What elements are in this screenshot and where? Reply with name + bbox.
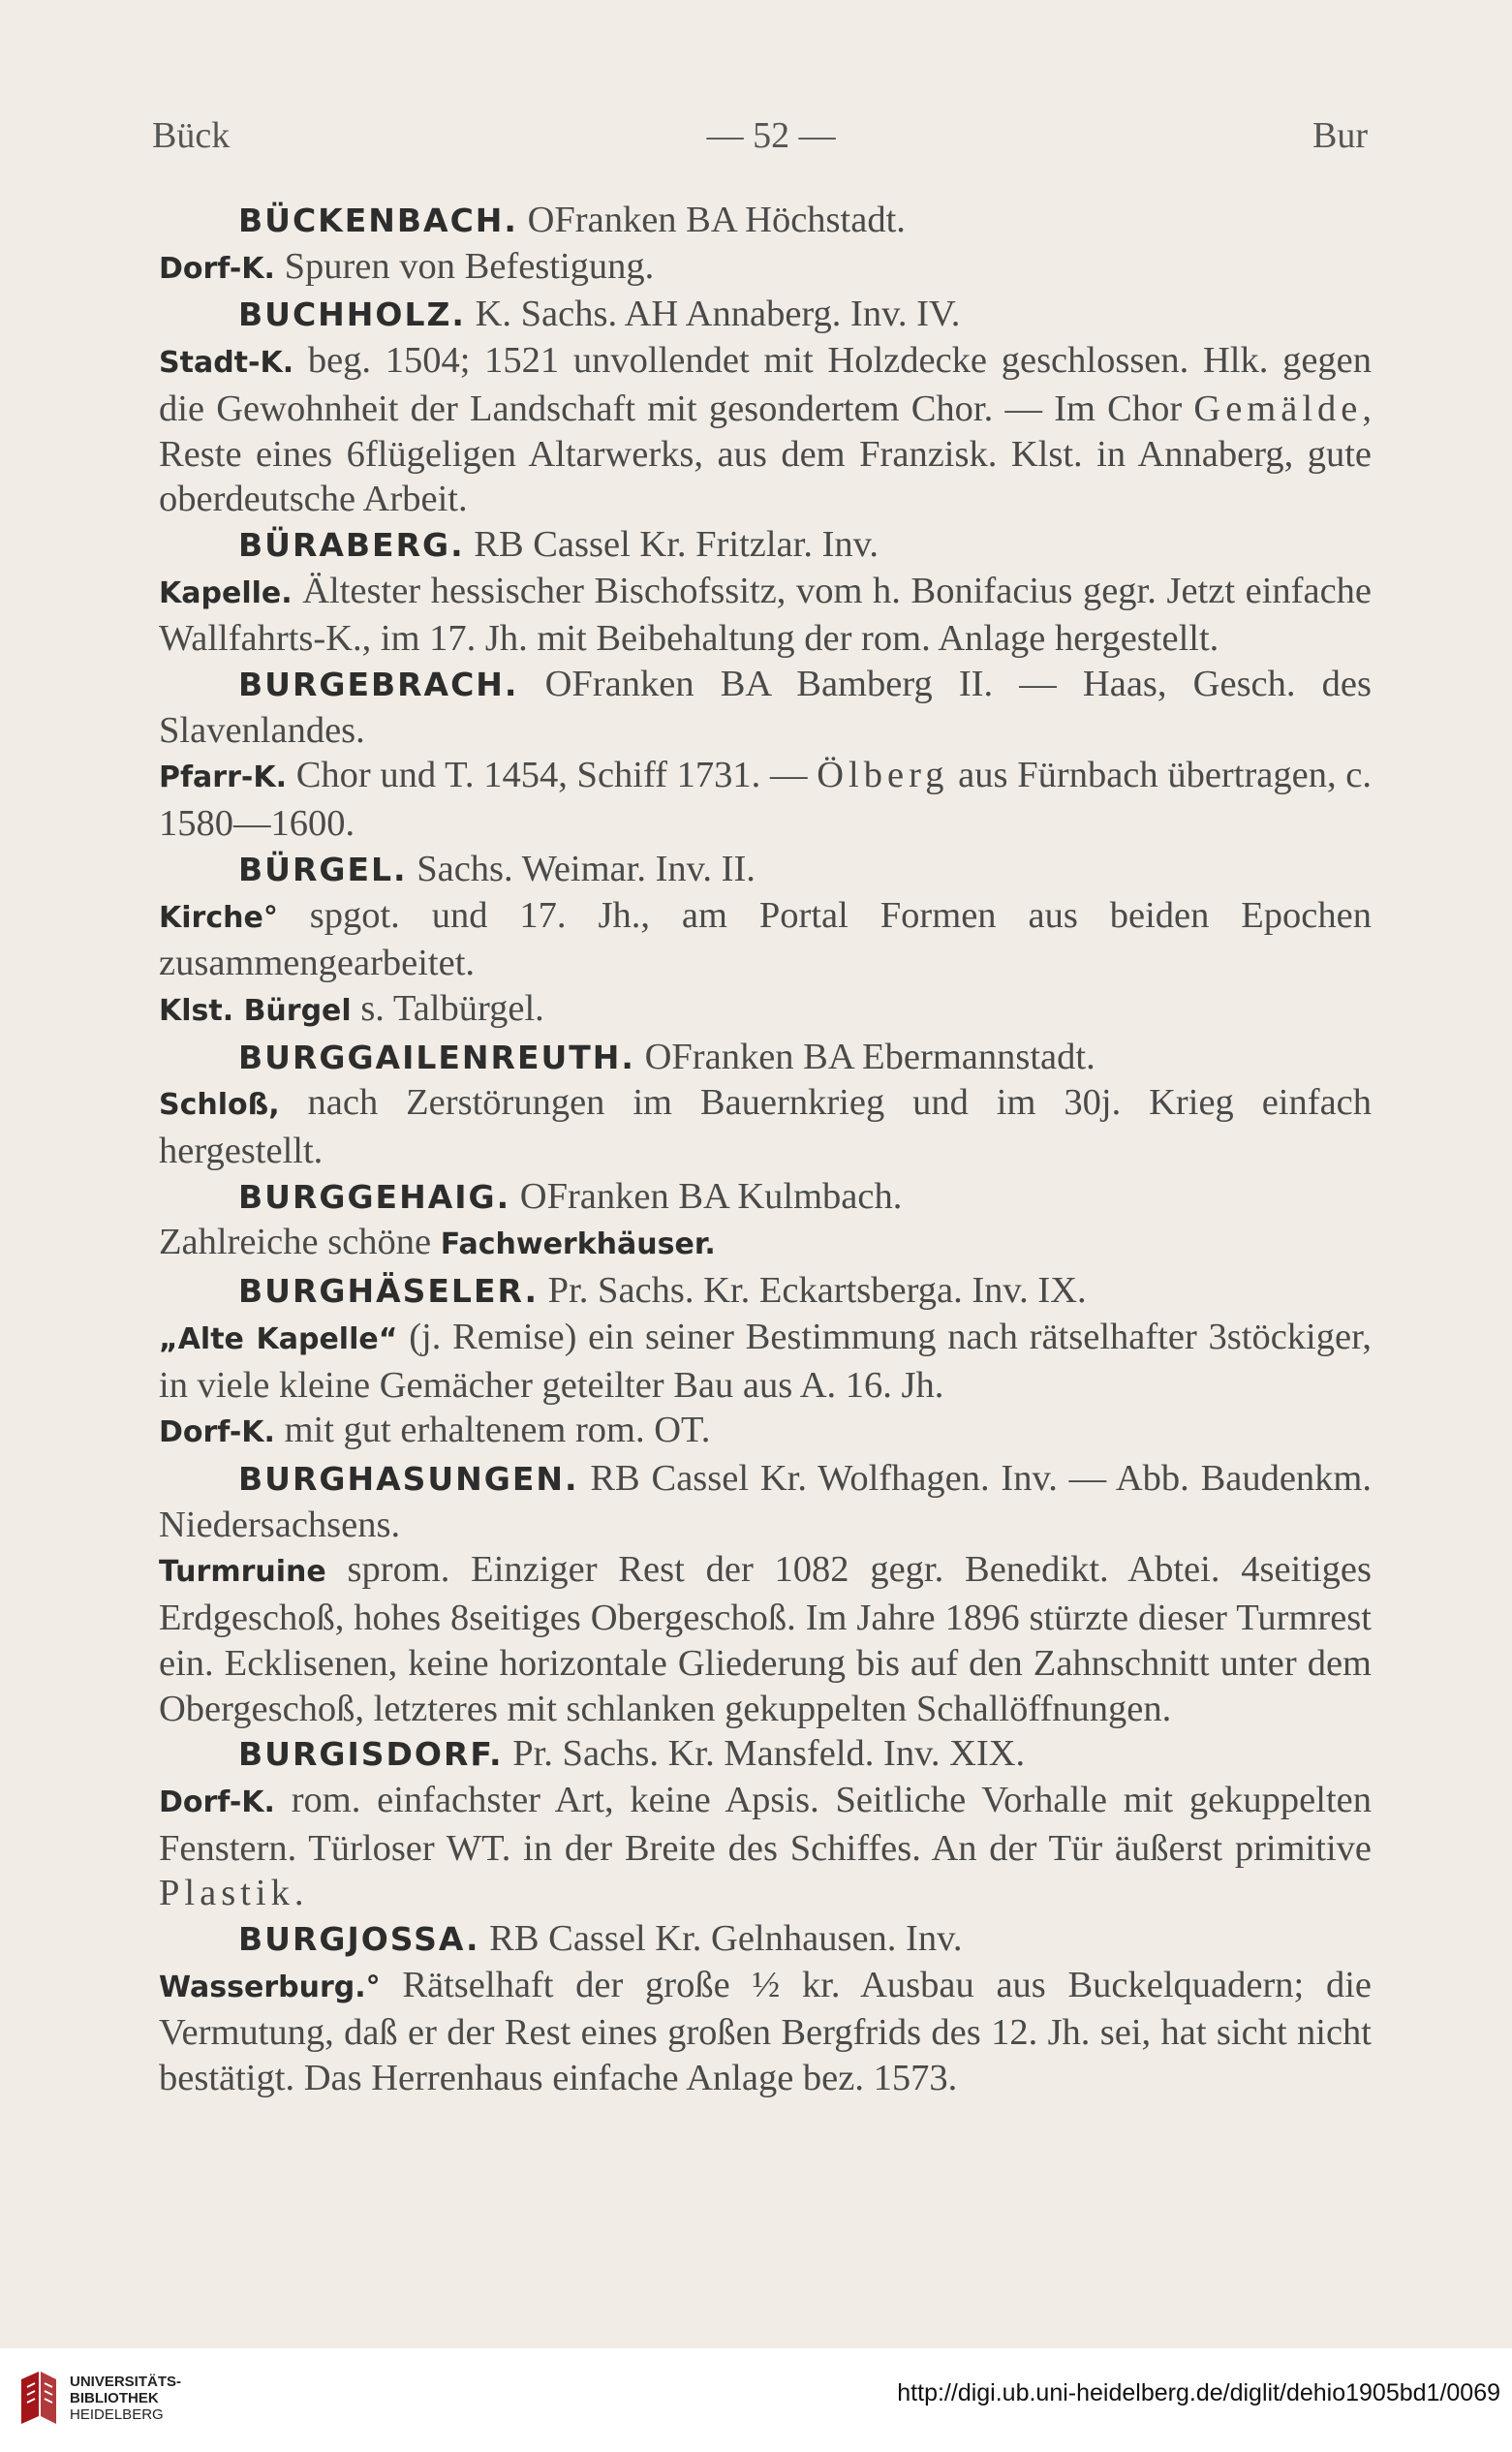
entry-text: Chor und T. 1454, Schiff 1731. — [286, 755, 818, 796]
running-header [152, 114, 1368, 157]
library-name [70, 2374, 181, 2423]
building-entry [159, 1547, 1372, 1731]
building-label: Schloß, [159, 1088, 280, 1123]
building-entry [159, 1408, 1372, 1456]
entry-text: Spuren von Befestigung. [274, 245, 655, 287]
building-label: Klst. Bürgel [159, 993, 352, 1028]
entry-text: RB Cassel Kr. Wolfhagen. Inv. — Abb. Baudenkm. Niedersachsens. [159, 1457, 1372, 1545]
building-label: Kirche° [159, 900, 278, 935]
building-entry [159, 753, 1372, 846]
library-name-line3: HEIDELBERG [70, 2406, 164, 2423]
entry-text: mit gut erhaltenem rom. OT. [274, 1410, 711, 1451]
entry-text: Zahlreiche schöne [159, 1222, 441, 1263]
entry-text: Ältester hessischer Bischofssitz, vom h. Bonifacius gegr. Jetzt einfache Wallfahrts-K., im 17. Jh. mit Beibehaltung der rom. Anlage hergestellt. [159, 570, 1372, 660]
entry-text: OFranken BA Ebermannstadt. [634, 1036, 1095, 1077]
place-name: BURGGEHAIG. [238, 1177, 511, 1216]
building-label: Pfarr-K. [159, 760, 287, 795]
entry-text-continued: . [293, 1873, 304, 1914]
place-entry [159, 522, 1372, 569]
footer-bar [0, 2348, 1512, 2452]
building-entry [159, 338, 1372, 522]
entry-text: K. Sachs. AH Annaberg. Inv. IV. [465, 294, 961, 335]
building-entry [159, 1220, 1372, 1268]
place-name: BÜRGEL. [238, 850, 408, 888]
entry-text: Rätselhaft der große ½ kr. Ausbau aus Buckelquadern; die Vermutung, daß er der Rest eines großen Bergfrids des 12. Jh. sei, hat sicht nicht bestätigt. Das Herrenhaus einfache Anlage bez. 1573. [159, 1964, 1372, 2099]
place-name: BURGJOSSA. [238, 1920, 480, 1959]
page-body [159, 198, 1372, 2101]
building-label: Dorf-K. [159, 1785, 275, 1819]
header-right: Bur [1312, 115, 1368, 156]
place-entry [159, 1916, 1372, 1963]
place-name: BÜCKENBACH. [238, 202, 518, 239]
building-label: Dorf-K. [159, 251, 275, 286]
place-name: BURGHASUNGEN. [238, 1459, 579, 1498]
entry-text: OFranken BA Höchstadt. [517, 200, 906, 240]
entry-text: Pr. Sachs. Kr. Mansfeld. Inv. XIX. [503, 1733, 1026, 1775]
entry-text: spgot. und 17. Jh., am Portal Formen aus beiden Epochen zusammengearbeitet. [159, 894, 1372, 984]
place-name: BURGEBRACH. [238, 666, 519, 704]
building-entry [159, 1778, 1372, 1916]
entry-text: OFranken BA Bamberg II. — Haas, Gesch. des Slavenlandes. [159, 664, 1372, 751]
building-label: Kapelle. [159, 575, 293, 610]
place-entry [159, 1035, 1372, 1081]
library-logo-icon [17, 2370, 60, 2428]
source-url[interactable]: http://digi.ub.uni-heidelberg.de/diglit/dehio1905bd1/0069 [897, 2379, 1500, 2406]
building-entry [159, 1963, 1372, 2101]
building-label: „Alte Kapelle“ [159, 1321, 398, 1356]
place-entry [159, 847, 1372, 893]
library-name-line2: BIBLIOTHEK [70, 2390, 159, 2406]
entry-text: OFranken BA Kulmbach. [510, 1175, 903, 1217]
building-entry [159, 569, 1372, 662]
building-label: Turmruine [159, 1555, 326, 1590]
page-number: — 52 — [706, 115, 836, 156]
entry-text-continued: aus Fürnbach übertragen, c. 1580—1600. [159, 755, 1373, 845]
entry-text: Pr. Sachs. Kr. Eckartsberga. Inv. IX. [539, 1270, 1087, 1312]
entry-text: Sachs. Weimar. Inv. II. [407, 848, 756, 889]
entry-text: nach Zerstörungen im Bauernkrieg und im 30j. Krieg einfach hergestellt. [159, 1082, 1372, 1172]
place-entry [159, 292, 1372, 338]
place-entry [159, 1731, 1372, 1778]
building-label: Fachwerkhäuser. [440, 1227, 716, 1262]
spaced-term: Ölberg [817, 755, 949, 796]
entry-text: s. Talbürgel. [351, 987, 544, 1029]
entry-text: rom. einfachster Art, keine Apsis. Seitliche Vorhalle mit gekuppelten Fenstern. Türloser WT. in der Breite des Schiffes. An der Tür äußerst primitive [159, 1779, 1372, 1869]
building-entry [159, 986, 1372, 1035]
place-entry [159, 198, 1372, 244]
building-label: Wasserburg.° [159, 1970, 381, 2004]
building-entry [159, 1080, 1372, 1173]
spaced-term: Gemälde [1193, 388, 1363, 429]
library-name-line1: UNIVERSITÄTS- [70, 2374, 182, 2390]
entry-text: sprom. Einziger Rest der 1082 gegr. Benedikt. Abtei. 4seitiges Erdgeschoß, hohes 8seitiges Obergeschoß. Im Jahre 1896 stürzte dieser Turmrest ein. Ecklisenen, keine horizontale Gliederung bis auf den Zahnschnitt unter dem Obergeschoß, letzteres mit schlanken gekuppelten Schallöffnungen. [159, 1549, 1372, 1729]
entry-text: RB Cassel Kr. Gelnhausen. Inv. [479, 1918, 963, 1960]
place-entry [159, 1268, 1372, 1315]
building-entry [159, 1315, 1372, 1408]
place-entry [159, 1456, 1372, 1547]
place-entry [159, 662, 1372, 753]
place-name: BURGHÄSELER. [238, 1272, 540, 1311]
entry-text-continued: , Reste eines 6flügeligen Altarwerks, aus dem Franzisk. Klst. in Annaberg, gute oberdeutsche Arbeit. [159, 388, 1372, 520]
header-left: Bück [152, 115, 231, 156]
building-label: Stadt-K. [159, 346, 294, 381]
place-name: BURGGAILENREUTH. [238, 1038, 635, 1076]
building-entry [159, 244, 1372, 293]
entry-text: RB Cassel Kr. Fritzlar. Inv. [464, 523, 879, 565]
place-name: BUCHHOLZ. [238, 295, 466, 334]
building-label: Dorf-K. [159, 1415, 275, 1450]
building-entry [159, 893, 1372, 986]
place-name: BURGISDORF. [238, 1735, 504, 1774]
entry-text: beg. 1504; 1521 unvollendet mit Holzdecke geschlossen. Hlk. gegen die Gewohnheit der Landschaft mit gesondertem Chor. — Im Chor [159, 340, 1372, 429]
spaced-term: Plastik [159, 1873, 294, 1914]
entry-text: (j. Remise) ein seiner Bestimmung nach rätselhafter 3stöckiger, in viele kleine Gemächer geteilter Bau aus A. 16. Jh. [159, 1316, 1372, 1406]
place-entry [159, 1174, 1372, 1221]
place-name: BÜRABERG. [238, 525, 465, 564]
